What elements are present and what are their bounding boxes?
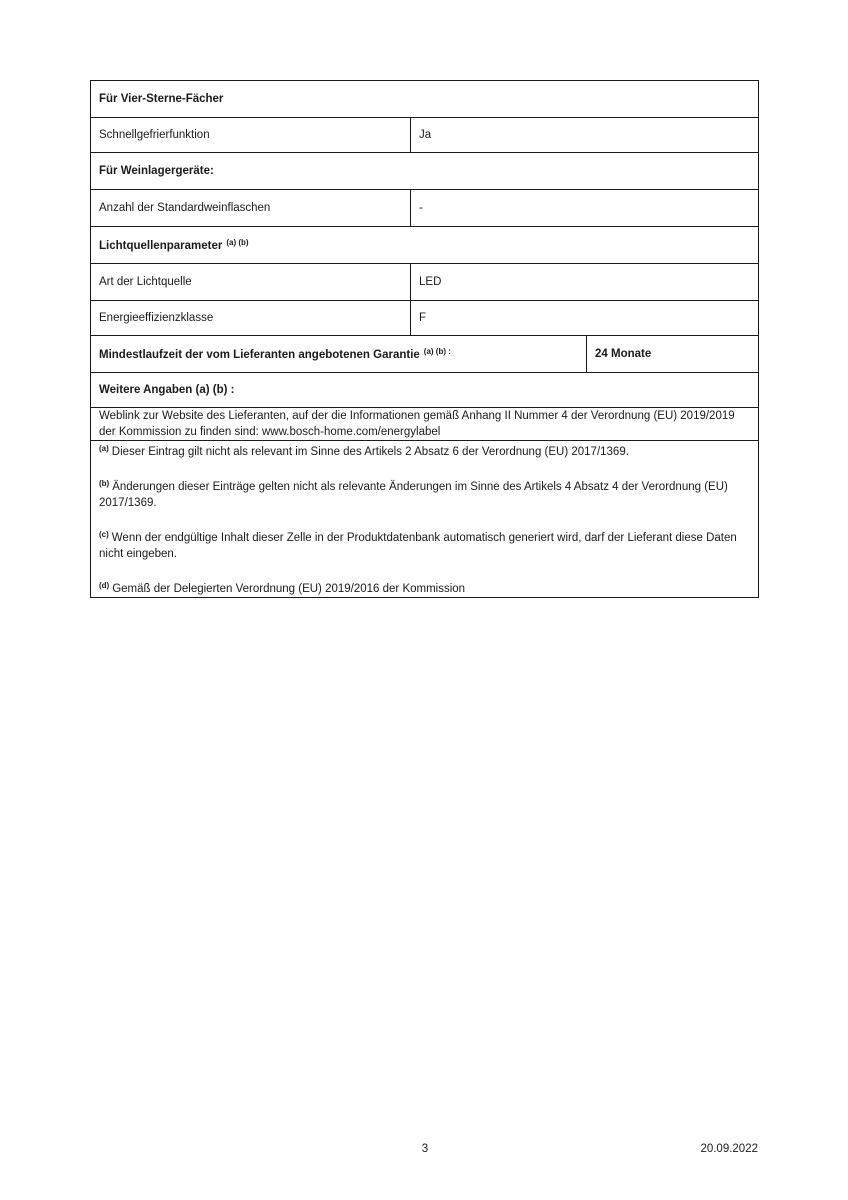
footnote-ref: (a) [99, 444, 109, 453]
weblink-row [91, 408, 759, 441]
bottle-count-row [91, 190, 759, 227]
footnote [99, 441, 750, 460]
light-header-refs: (a) (b) [226, 238, 249, 247]
footnote [99, 527, 750, 562]
light-type-row [91, 264, 759, 301]
fast-freeze-value: Ja [411, 118, 759, 153]
footnote [99, 578, 750, 597]
additional-header-row [91, 373, 759, 408]
light-type-value: LED [411, 264, 759, 301]
light-header-row [91, 227, 759, 264]
wine-header: Für Weinlagergeräte: [91, 153, 759, 190]
light-header: Lichtquellenparameter [99, 240, 223, 252]
warranty-value: 24 Monate [587, 336, 759, 373]
warranty-label: Mindestlaufzeit der vom Lieferanten angebotenen Garantie [99, 349, 420, 361]
wine-header-row [91, 153, 759, 190]
footnotes-row [91, 441, 759, 598]
four-star-header-row [91, 81, 759, 118]
footnote-text: Wenn der endgültige Inhalt dieser Zelle in der Produktdatenbank automatisch generiert wird, darf der Lieferant diese Daten nicht eingeben. [99, 532, 737, 560]
product-information-table [90, 80, 759, 598]
footnote [99, 476, 750, 511]
fast-freeze-label: Schnellgefrierfunktion [91, 118, 411, 153]
footnote-ref: (d) [99, 581, 110, 590]
footnote-text: Dieser Eintrag gilt nicht als relevant im Sinne des Artikels 2 Absatz 6 der Verordnung (EU) 2017/1369. [111, 446, 629, 458]
bottle-count-value: - [411, 190, 759, 227]
four-star-header: Für Vier-Sterne-Fächer [91, 81, 759, 118]
footnote-text: Änderungen dieser Einträge gelten nicht als relevante Änderungen im Sinne des Artikels 4 Absatz 4 der Verordnung (EU) 2017/1369. [99, 481, 728, 509]
light-type-label: Art der Lichtquelle [91, 264, 411, 301]
footnotes-cell [91, 441, 759, 598]
bottle-count-label: Anzahl der Standardweinflaschen [91, 190, 411, 227]
footnote-ref: (b) [99, 479, 110, 488]
warranty-refs: (a) (b) : [423, 347, 451, 356]
weblink-text: Weblink zur Website des Lieferanten, auf der die Informationen gemäß Anhang II Nummer 4 der Verordnung (EU) 2019/2019 der Kommission zu finden sind: www.bosch-home.com/energylabel [91, 408, 759, 441]
document-date: 20.09.2022 [700, 1143, 758, 1155]
energy-class-row [91, 301, 759, 336]
page-number: 3 [421, 1143, 429, 1155]
energy-class-label: Energieeffizienzklasse [91, 301, 411, 336]
light-header-cell [91, 227, 759, 264]
footnote-text: Gemäß der Delegierten Verordnung (EU) 2019/2016 der Kommission [112, 583, 466, 595]
additional-header: Weitere Angaben (a) (b) : [91, 373, 759, 408]
energy-class-value: F [411, 301, 759, 336]
warranty-label-cell [91, 336, 587, 373]
footnote-ref: (c) [99, 530, 109, 539]
fast-freeze-row [91, 118, 759, 153]
warranty-row [91, 336, 759, 373]
